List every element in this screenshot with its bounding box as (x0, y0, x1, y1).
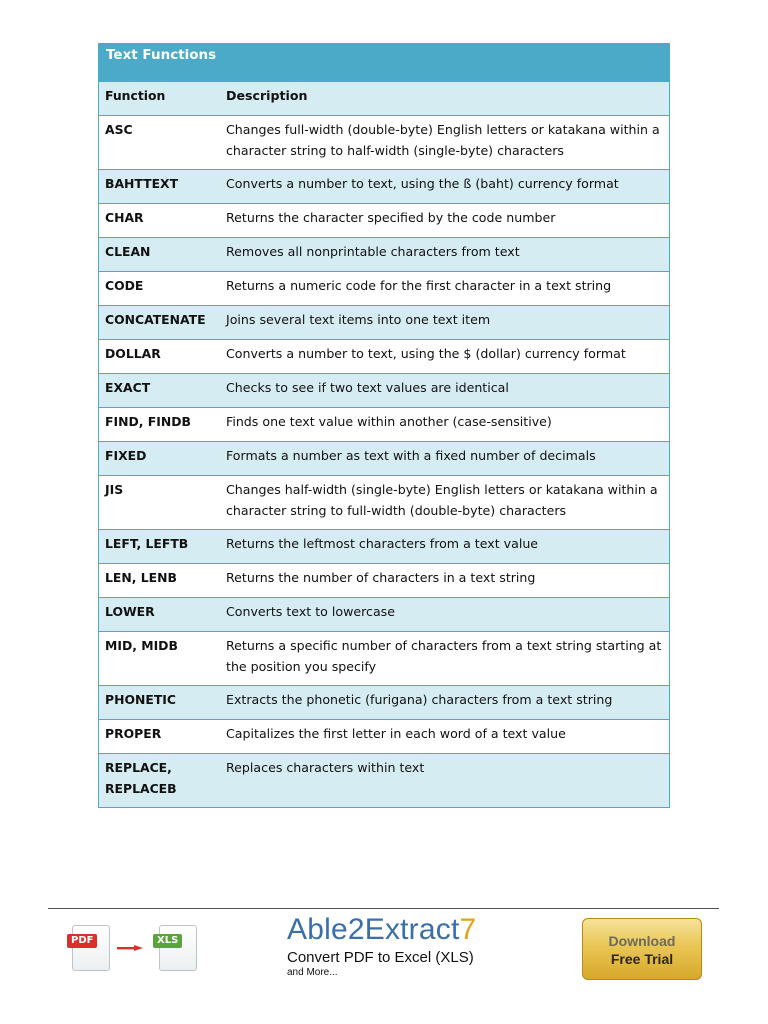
table-row (99, 169, 669, 203)
function-name: CONCATENATE (105, 312, 206, 327)
function-name: MID, MIDB (105, 638, 178, 653)
download-free-trial-button[interactable] (582, 918, 702, 980)
function-description: Returns the leftmost characters from a text value (226, 536, 539, 551)
xls-label: XLS (153, 934, 182, 948)
table-row (99, 373, 669, 407)
function-name: ASC (105, 122, 133, 137)
table-row (99, 305, 669, 339)
download-label: Download (608, 933, 676, 949)
table-row (99, 339, 669, 373)
function-name: REPLACE, REPLACEB (105, 760, 177, 796)
function-column-header: Function (105, 88, 166, 103)
function-description: Extracts the phonetic (furigana) characters from a text string (226, 692, 613, 707)
function-description: Converts a number to text, using the $ (dollar) currency format (226, 346, 626, 361)
table-row (99, 407, 669, 441)
function-name: CODE (105, 278, 144, 293)
function-name: BAHTTEXT (105, 176, 179, 191)
function-name: FIND, FINDB (105, 414, 191, 429)
function-name: CLEAN (105, 244, 151, 259)
table-row (99, 115, 669, 169)
table-row (99, 753, 669, 807)
function-description: Changes full-width (double-byte) English letters or katakana within a character string to half-width (single-byte) characters (226, 122, 660, 158)
function-description: Finds one text value within another (case-sensitive) (226, 414, 552, 429)
free-trial-label: Free Trial (610, 951, 674, 967)
function-name: LEN, LENB (105, 570, 177, 585)
function-description: Returns the character specified by the code number (226, 210, 556, 225)
table-row (99, 475, 669, 529)
function-description: Capitalizes the first letter in each word of a text value (226, 726, 566, 741)
function-description: Changes half-width (single-byte) English letters or katakana within a character string to full-width (double-byte) characters (226, 482, 658, 518)
function-description: Joins several text items into one text item (226, 312, 491, 327)
brand-name: Able2Extract7 (287, 913, 477, 946)
footer-divider (48, 908, 719, 909)
table-row (99, 203, 669, 237)
function-description: Formats a number as text with a fixed number of decimals (226, 448, 596, 463)
function-description: Replaces characters within text (226, 760, 425, 775)
function-name: FIXED (105, 448, 147, 463)
brand-tagline: Convert PDF to Excel (XLS) (287, 949, 474, 966)
function-description: Returns a numeric code for the first character in a text string (226, 278, 612, 293)
table-row (99, 563, 669, 597)
function-name: LEFT, LEFTB (105, 536, 189, 551)
table-row (99, 441, 669, 475)
function-name: EXACT (105, 380, 151, 395)
text-functions-table (98, 43, 670, 808)
brand-version: 7 (459, 913, 477, 946)
table-row (99, 271, 669, 305)
table-title: Text Functions (99, 44, 669, 82)
function-name: CHAR (105, 210, 144, 225)
right-arrow-icon (117, 945, 143, 951)
function-name: PHONETIC (105, 692, 176, 707)
table-row (99, 237, 669, 271)
function-description: Checks to see if two text values are identical (226, 380, 509, 395)
table-row (99, 719, 669, 753)
function-name: DOLLAR (105, 346, 161, 361)
pdf-label: PDF (67, 934, 97, 948)
description-column-header: Description (226, 88, 308, 103)
table-row (99, 597, 669, 631)
function-description: Converts text to lowercase (226, 604, 395, 619)
pdf-file-icon (72, 925, 110, 971)
xls-file-icon (159, 925, 197, 971)
able2extract-brand[interactable] (287, 912, 476, 979)
table-row (99, 631, 669, 685)
function-description: Returns a specific number of characters from a text string starting at the position you specify (226, 638, 662, 674)
function-name: JIS (105, 482, 124, 497)
brand-more-text: and More... (287, 967, 338, 978)
function-name: LOWER (105, 604, 155, 619)
table-row (99, 685, 669, 719)
function-description: Removes all nonprintable characters from text (226, 244, 520, 259)
table-header-row (99, 82, 669, 115)
function-description: Converts a number to text, using the ß (baht) currency format (226, 176, 619, 191)
function-description: Returns the number of characters in a text string (226, 570, 536, 585)
function-name: PROPER (105, 726, 162, 741)
table-row (99, 529, 669, 563)
